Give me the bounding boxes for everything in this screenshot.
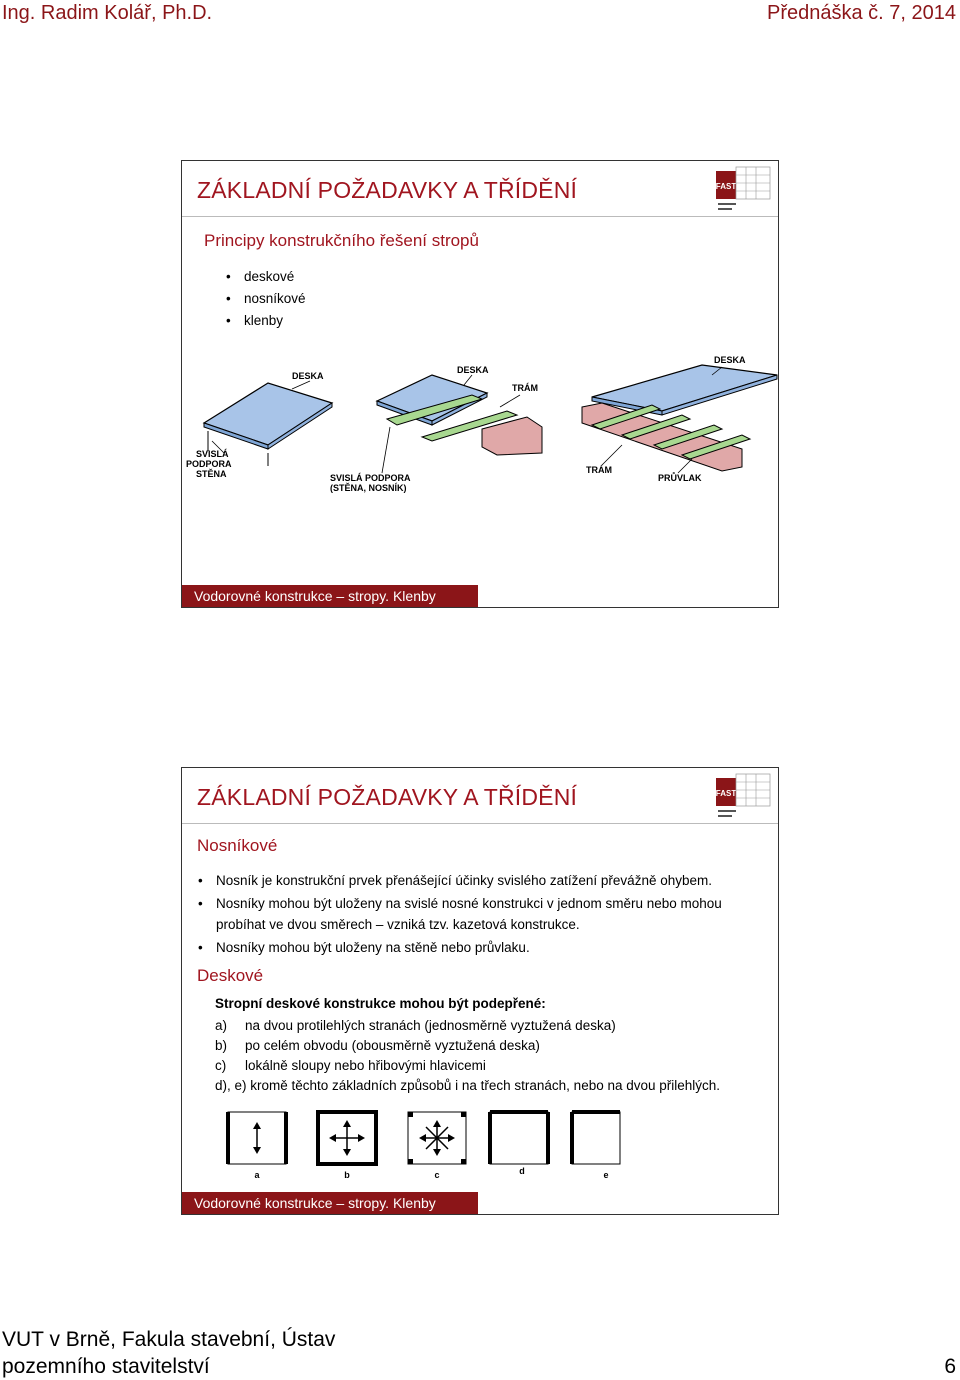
label-stena-1: STĚNA <box>196 469 227 479</box>
support-a-diagram <box>228 1112 286 1180</box>
header-author: Ing. Radim Kolář, Ph.D. <box>2 2 213 24</box>
page-number: 6 <box>944 1355 956 1378</box>
title-divider <box>182 823 778 824</box>
label-stena-nosnik-2: (STĚNA, NOSNÍK) <box>330 483 407 493</box>
slide-title: ZÁKLADNÍ POŽADAVKY A TŘÍDĚNÍ <box>197 177 578 203</box>
label-deska-2: DESKA <box>457 365 489 375</box>
label-e: e <box>603 1170 609 1180</box>
slab-on-beams-diagram <box>330 365 542 493</box>
fast-logo <box>716 165 772 215</box>
label-tram-2: TRÁM <box>512 383 538 393</box>
label-svisla-1: SVISLÁ <box>196 449 229 459</box>
list-item: a) na dvou protilehlých stranách (jednosměrně vyztužená deska) <box>215 1018 616 1033</box>
list-item: • nosníkové <box>226 288 306 310</box>
slide-1 <box>181 160 779 608</box>
label-pruvlak-3: PRŮVLAK <box>658 473 702 483</box>
list-item: • Nosníky mohou být uloženy na stěně nebo průvlaku. <box>198 937 758 958</box>
institution-line-1: VUT v Brně, Fakula stavební, Ústav <box>2 1328 336 1351</box>
list-item: • Nosníky mohou být uloženy na svislé nosné konstrukci v jednom směru nebo mohou probíhat ve dvou směrech – vzniká tzv. kazetová konstrukce. <box>198 893 758 935</box>
institution-line-2: pozemního stavitelství <box>2 1355 210 1378</box>
svg-text:FAST: FAST <box>716 789 737 798</box>
label-c: c <box>434 1170 440 1180</box>
label-podpora-1: PODPORA <box>186 459 232 469</box>
header-lecture: Přednáška č. 7, 2014 <box>766 2 956 24</box>
list-item: • deskové <box>226 266 306 288</box>
support-c-diagram <box>408 1112 466 1180</box>
label-b: b <box>344 1170 350 1180</box>
title-divider <box>182 216 778 217</box>
label-deska-1: DESKA <box>292 371 324 381</box>
slab-on-wall-diagram <box>186 371 332 479</box>
slide-subtitle: Principy konstrukčního řešení stropů <box>204 231 479 250</box>
fast-logo <box>716 772 772 822</box>
list-item: b) po celém obvodu (obousměrně vyztužená deska) <box>215 1038 540 1053</box>
list-item: d), e) kromě těchto základních způsobů i na třech stranách, nebo na dvou přilehlých. <box>215 1078 721 1093</box>
bullet-list <box>226 266 306 332</box>
section-heading-deskove: Deskové <box>197 966 264 985</box>
support-e-diagram <box>572 1112 620 1180</box>
label-tram-3: TRÁM <box>586 465 612 475</box>
label-a: a <box>254 1170 260 1180</box>
list-item: • klenby <box>226 310 306 332</box>
support-types-figure <box>222 1108 622 1188</box>
desk-heading: Stropní deskové konstrukce mohou být podepřené: <box>215 996 546 1011</box>
label-deska-3: DESKA <box>714 355 746 365</box>
bullet-list <box>198 870 758 960</box>
list-item: c) lokálně sloupy nebo hřibovými hlavicemi <box>215 1058 486 1073</box>
floor-types-figure <box>182 341 778 501</box>
slide-footer: Vodorovné konstrukce – stropy. Klenby <box>182 1192 478 1214</box>
list-item: • Nosník je konstrukční prvek přenášející účinky svislého zatížení převážně ohybem. <box>198 870 758 891</box>
svg-text:FAST: FAST <box>716 182 737 191</box>
section-heading-nosnikove: Nosníkové <box>197 836 278 855</box>
slab-on-beams-girder-diagram <box>582 355 777 483</box>
desk-list <box>215 1016 765 1096</box>
slide-title: ZÁKLADNÍ POŽADAVKY A TŘÍDĚNÍ <box>197 784 578 810</box>
label-d: d <box>519 1166 525 1176</box>
slide-2 <box>181 767 779 1215</box>
slide-footer: Vodorovné konstrukce – stropy. Klenby <box>182 585 478 607</box>
support-d-diagram <box>490 1112 548 1176</box>
support-b-diagram <box>318 1112 376 1180</box>
label-svisla-podpora-2: SVISLÁ PODPORA <box>330 473 411 483</box>
